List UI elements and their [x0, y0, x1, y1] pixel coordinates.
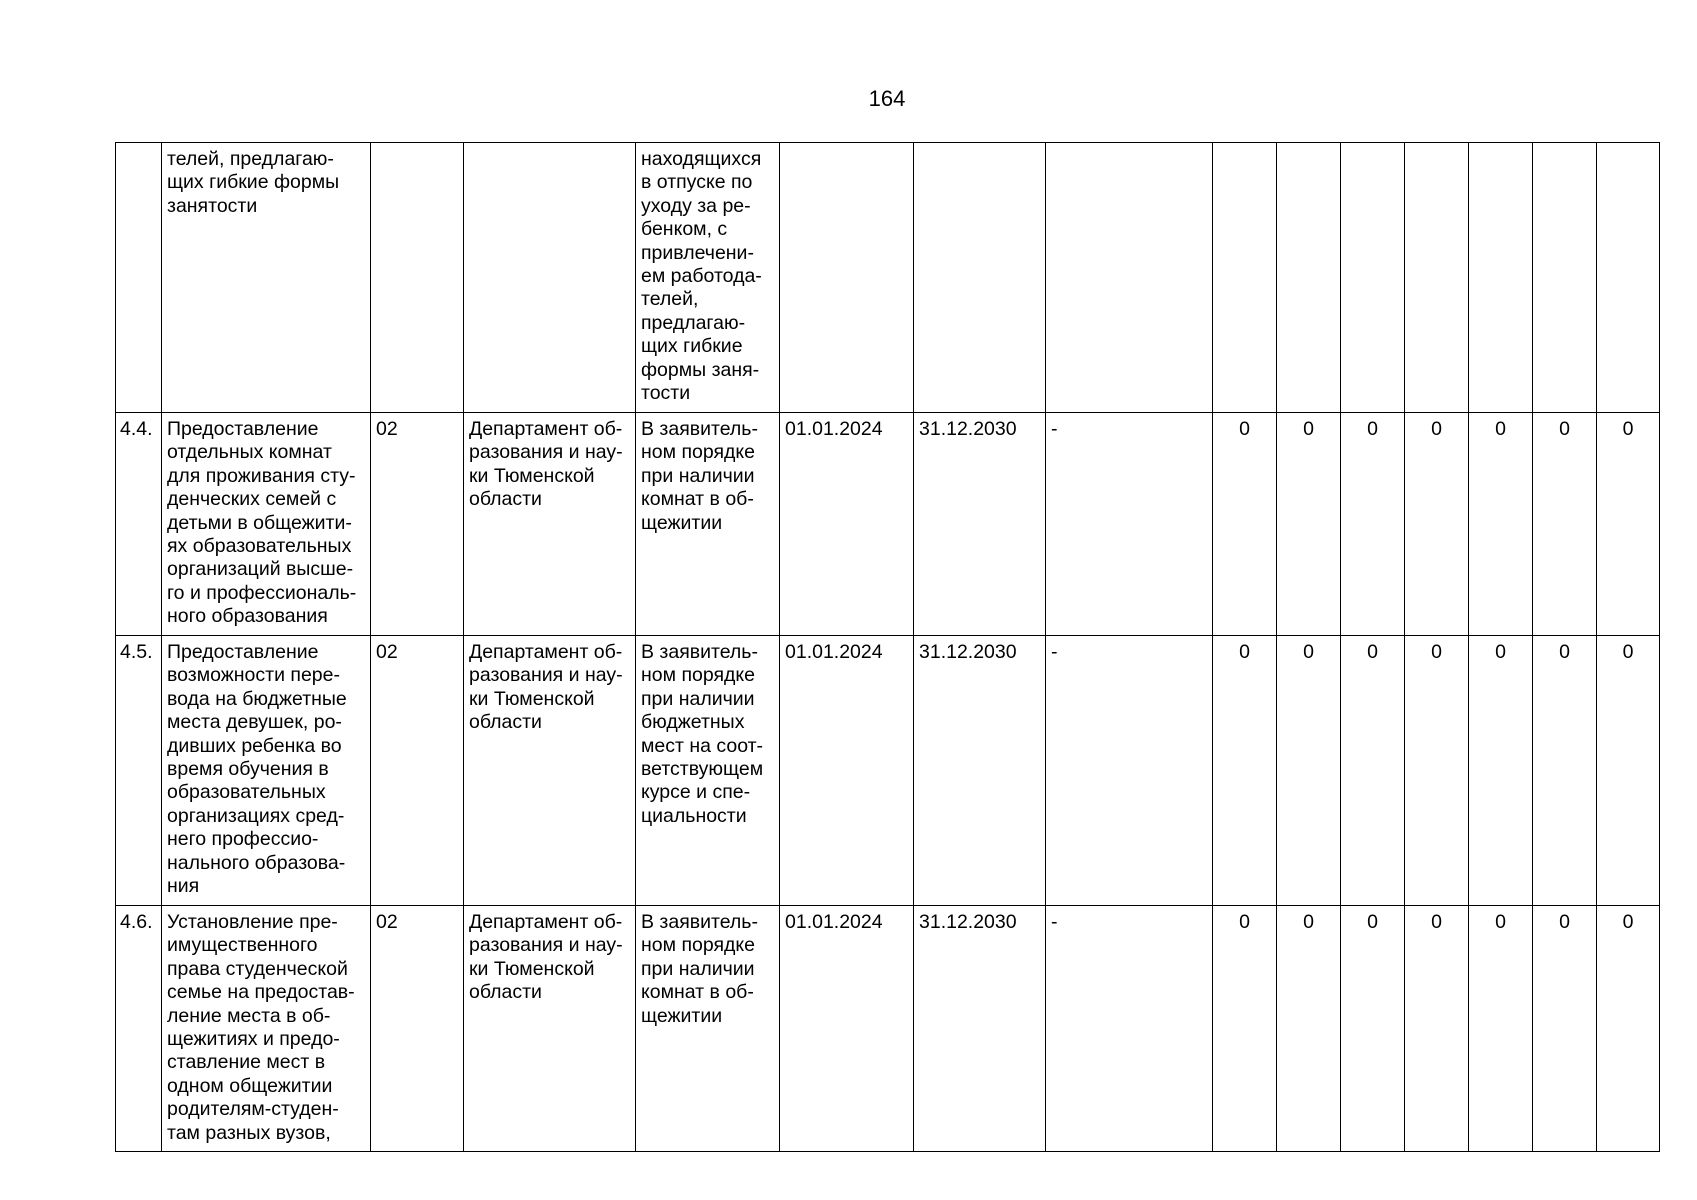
value-cell: 0	[1213, 906, 1277, 1152]
end-date-cell	[914, 143, 1046, 413]
condition-cell: находящихся в отпуске по уходу за ре- бенком, с привлечени- ем работода- телей, предлагаю- щих гибкие формы заня- тости	[636, 143, 780, 413]
value-cell: 0	[1277, 906, 1341, 1152]
value-cell: 0	[1597, 906, 1660, 1152]
condition-cell: В заявитель- ном порядке при наличии бюджетных мест на соот- ветствующем курсе и спе- циальности	[636, 636, 780, 906]
start-date-cell: 01.01.2024	[780, 906, 914, 1152]
row-index: 4.4.	[116, 413, 162, 636]
end-date-cell: 31.12.2030	[914, 413, 1046, 636]
start-date-cell	[780, 143, 914, 413]
value-cell	[1213, 143, 1277, 413]
value-cell: 0	[1597, 413, 1660, 636]
value-cell	[1533, 143, 1597, 413]
value-cell: 0	[1405, 413, 1469, 636]
value-cell: 0	[1213, 413, 1277, 636]
activity-cell: телей, предлагаю- щих гибкие формы занятости	[162, 143, 371, 413]
value-cell	[1277, 143, 1341, 413]
executor-cell: Департамент об- разования и нау- ки Тюменской области	[464, 413, 636, 636]
end-date-cell: 31.12.2030	[914, 906, 1046, 1152]
indicator-cell: -	[1046, 636, 1213, 906]
value-cell: 0	[1277, 636, 1341, 906]
value-cell: 0	[1405, 906, 1469, 1152]
condition-cell: В заявитель- ном порядке при наличии комнат в об- щежитии	[636, 413, 780, 636]
row-index: 4.6.	[116, 906, 162, 1152]
condition-cell: В заявитель- ном порядке при наличии комнат в об- щежитии	[636, 906, 780, 1152]
value-cell: 0	[1341, 636, 1405, 906]
value-cell	[1597, 143, 1660, 413]
row-index: 4.5.	[116, 636, 162, 906]
code-cell: 02	[371, 413, 464, 636]
measures-table	[115, 142, 1660, 1152]
indicator-cell	[1046, 143, 1213, 413]
page-number: 164	[868, 86, 906, 111]
value-cell: 0	[1597, 636, 1660, 906]
indicator-cell: -	[1046, 906, 1213, 1152]
activity-cell: Предоставление отдельных комнат для проживания сту- денческих семей с детьми в общежити- ях образовательных организаций высше- го и профессиональ- ного образования	[162, 413, 371, 636]
value-cell: 0	[1213, 636, 1277, 906]
value-cell: 0	[1533, 636, 1597, 906]
table-row	[116, 143, 1660, 413]
table-row	[116, 413, 1660, 636]
row-index	[116, 143, 162, 413]
executor-cell: Департамент об- разования и нау- ки Тюменской области	[464, 636, 636, 906]
executor-cell	[464, 143, 636, 413]
value-cell: 0	[1469, 906, 1533, 1152]
table-row	[116, 636, 1660, 906]
value-cell: 0	[1405, 636, 1469, 906]
activity-cell: Установление пре- имущественного права студенческой семье на предостав- ление места в об- щежитиях и предо- ставление мест в одном общежитии родителям-студен- там разных вузов,	[162, 906, 371, 1152]
start-date-cell: 01.01.2024	[780, 636, 914, 906]
start-date-cell: 01.01.2024	[780, 413, 914, 636]
value-cell: 0	[1469, 413, 1533, 636]
end-date-cell: 31.12.2030	[914, 636, 1046, 906]
activity-cell: Предоставление возможности пере- вода на бюджетные места девушек, ро- дивших ребенка во время обучения в образовательных организациях сред- него профессио- нального образова- ния	[162, 636, 371, 906]
value-cell	[1405, 143, 1469, 413]
value-cell: 0	[1341, 906, 1405, 1152]
value-cell: 0	[1533, 413, 1597, 636]
executor-cell: Департамент об- разования и нау- ки Тюменской области	[464, 906, 636, 1152]
value-cell: 0	[1341, 413, 1405, 636]
value-cell	[1469, 143, 1533, 413]
value-cell: 0	[1277, 413, 1341, 636]
indicator-cell: -	[1046, 413, 1213, 636]
table-row	[116, 906, 1660, 1152]
value-cell: 0	[1533, 906, 1597, 1152]
code-cell: 02	[371, 636, 464, 906]
value-cell	[1341, 143, 1405, 413]
value-cell: 0	[1469, 636, 1533, 906]
code-cell	[371, 143, 464, 413]
code-cell: 02	[371, 906, 464, 1152]
